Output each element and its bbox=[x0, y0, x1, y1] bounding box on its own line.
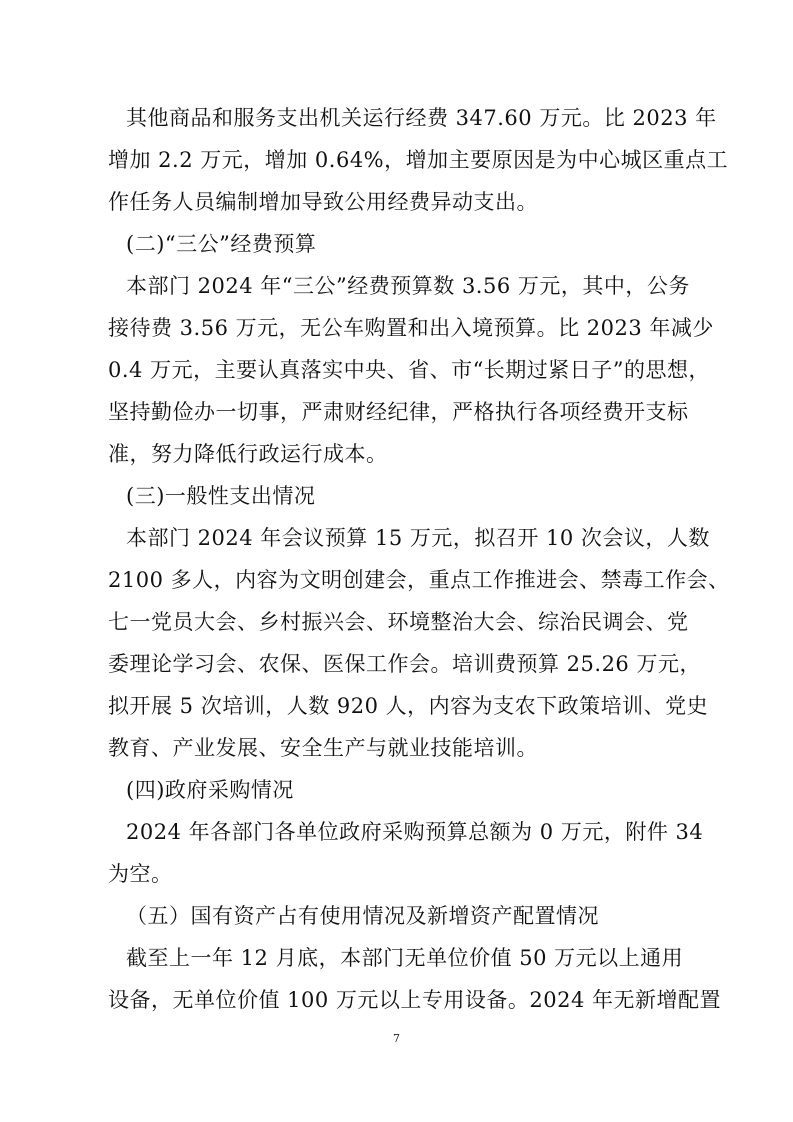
section-heading-3: (三)一般性支出情况 bbox=[126, 484, 316, 508]
text-line-5: 本部门 2024 年“三公”经费预算数 3.56 万元，其中，公务 bbox=[126, 274, 690, 298]
page-number: 7 bbox=[393, 1032, 400, 1045]
section-heading-4: (四)政府采购情况 bbox=[126, 778, 294, 802]
text-line-22: 设备，无单位价值 100 万元以上专用设备。2024 年无新增配置 bbox=[108, 988, 722, 1012]
text-line-18: 2024 年各部门各单位政府采购预算总额为 0 万元，附件 34 bbox=[126, 820, 704, 844]
text-line-3: 作任务人员编制增加导致公用经费异动支出。 bbox=[108, 190, 538, 214]
text-line-12: 2100 多人，内容为文明创建会，重点工作推进会、禁毒工作会、 bbox=[108, 568, 730, 592]
text-line-6: 接待费 3.56 万元，无公车购置和出入境预算。比 2023 年减少 bbox=[108, 316, 714, 340]
text-line-13: 七一党员大会、乡村振兴会、环境整治大会、综治民调会、党 bbox=[108, 610, 689, 634]
text-line-2: 增加 2.2 万元，增加 0.64%，增加主要原因是为中心城区重点工 bbox=[108, 148, 729, 172]
text-line-1: 其他商品和服务支出机关运行经费 347.60 万元。比 2023 年 bbox=[126, 106, 717, 130]
section-heading-5: （五）国有资产占有使用情况及新增资产配置情况 bbox=[126, 904, 599, 928]
text-line-8: 坚持勤俭办一切事，严肃财经纪律，严格执行各项经费开支标 bbox=[108, 400, 689, 424]
text-line-15: 拟开展 5 次培训，人数 920 人，内容为支农下政策培训、党史 bbox=[108, 694, 709, 718]
section-heading-2: (二)“三公”经费预算 bbox=[126, 232, 317, 256]
text-line-9: 准，努力降低行政运行成本。 bbox=[108, 442, 388, 466]
text-line-21: 截至上一年 12 月底，本部门无单位价值 50 万元以上通用 bbox=[126, 946, 684, 970]
text-line-16: 教育、产业发展、安全生产与就业技能培训。 bbox=[108, 736, 538, 760]
text-line-19: 为空。 bbox=[108, 862, 173, 886]
text-line-7: 0.4 万元，主要认真落实中央、省、市“长期过紧日子”的思想， bbox=[108, 358, 711, 382]
text-line-11: 本部门 2024 年会议预算 15 万元，拟召开 10 次会议，人数 bbox=[126, 526, 710, 550]
text-line-14: 委理论学习会、农保、医保工作会。培训费预算 25.26 万元， bbox=[108, 652, 701, 676]
